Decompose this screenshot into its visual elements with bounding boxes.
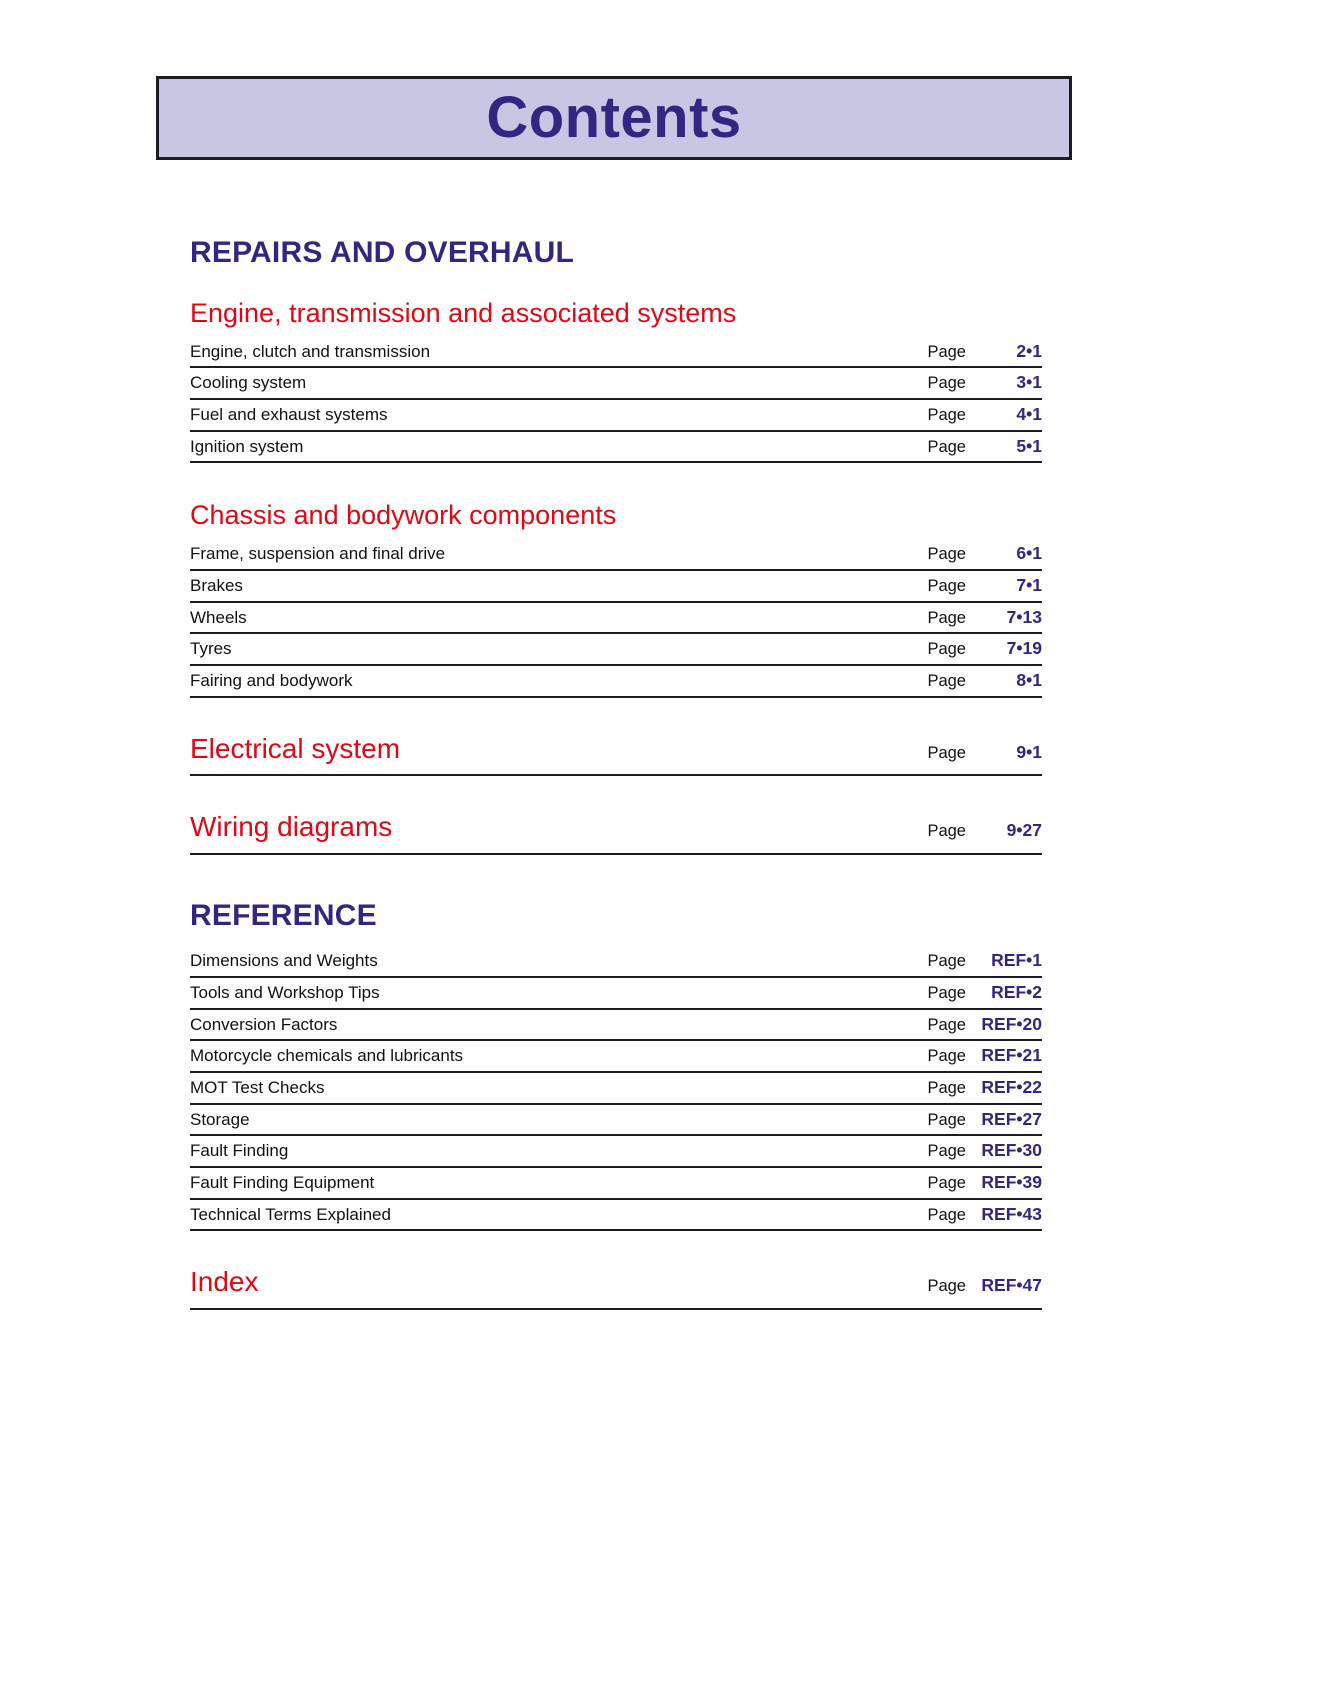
page-number: REF•1 [991, 950, 1042, 971]
page-word: Page [927, 1142, 966, 1161]
page-word: Page [927, 437, 966, 456]
page-word: Page [927, 1110, 966, 1129]
toc-row-electrical-system [190, 734, 1042, 777]
page-word: Page [927, 576, 966, 595]
page-word: Page [927, 374, 966, 393]
toc-entry-label: Brakes [190, 575, 243, 595]
page-number: REF•47 [981, 1275, 1042, 1296]
group-title-engine-transmission: Engine, transmission and associated systems [190, 298, 737, 328]
page-word: Page [927, 743, 966, 762]
page-word: Page [927, 1277, 966, 1296]
toc-entry-label: Tyres [190, 639, 232, 659]
page-number: 4•1 [1016, 404, 1042, 425]
page-number: REF•39 [981, 1171, 1042, 1192]
page-number: 3•1 [1016, 372, 1042, 393]
page-word: Page [927, 1173, 966, 1192]
table-of-contents [190, 236, 1042, 1310]
toc-entry-label: Conversion Factors [190, 1014, 338, 1034]
page-number: 9•1 [1016, 741, 1042, 762]
page-word: Page [927, 406, 966, 425]
toc-row-dimensions-weights [190, 946, 1042, 978]
section-heading-reference: REFERENCE [190, 899, 377, 933]
page-title: Contents [486, 85, 742, 150]
toc-row-frame-suspension-final-drive [190, 539, 1042, 571]
page-number: 9•27 [1006, 820, 1042, 841]
toc-entry-label: Fairing and bodywork [190, 670, 353, 690]
toc-entry-label: Tools and Workshop Tips [190, 982, 380, 1002]
page-number: 2•1 [1016, 340, 1042, 361]
toc-row-cooling-system [190, 368, 1042, 400]
toc-row-mot-test-checks [190, 1073, 1042, 1105]
toc-row-wheels [190, 603, 1042, 635]
toc-entry-label: Ignition system [190, 436, 304, 456]
page-number: 8•1 [1016, 669, 1042, 690]
page-word: Page [927, 952, 966, 971]
toc-row-fault-finding-equipment [190, 1168, 1042, 1200]
group-title-electrical-system: Electrical system [190, 732, 401, 764]
toc-row-ignition-system [190, 432, 1042, 464]
page-word: Page [927, 671, 966, 690]
toc-entry-label: Technical Terms Explained [190, 1204, 391, 1224]
group-title-index: Index [190, 1266, 259, 1298]
toc-row-index [190, 1267, 1042, 1310]
page-number: REF•2 [991, 981, 1042, 1002]
toc-row-brakes [190, 571, 1042, 603]
page-number: REF•22 [981, 1076, 1042, 1097]
page-word: Page [927, 640, 966, 659]
toc-entry-label: Fault Finding Equipment [190, 1172, 375, 1192]
page-number: REF•20 [981, 1013, 1042, 1034]
toc-row-fairing-bodywork [190, 666, 1042, 698]
toc-row-motorcycle-chemicals-lubricants [190, 1041, 1042, 1073]
page-number: REF•27 [981, 1108, 1042, 1129]
page-word: Page [927, 1078, 966, 1097]
toc-entry-label: Frame, suspension and final drive [190, 544, 446, 564]
toc-entry-label: Dimensions and Weights [190, 951, 378, 971]
toc-row-fuel-exhaust-systems [190, 400, 1042, 432]
toc-row-fault-finding [190, 1136, 1042, 1168]
section-heading-repairs-and-overhaul: REPAIRS AND OVERHAUL [190, 236, 575, 269]
toc-entry-label: MOT Test Checks [190, 1077, 325, 1097]
page-word: Page [927, 983, 966, 1002]
toc-row-engine-clutch-transmission [190, 337, 1042, 369]
toc-row-storage [190, 1105, 1042, 1137]
page-word: Page [927, 1205, 966, 1224]
page-word: Page [927, 545, 966, 564]
page-word: Page [927, 608, 966, 627]
group-title-chassis-bodywork: Chassis and bodywork components [190, 500, 617, 531]
page-word: Page [927, 1015, 966, 1034]
toc-entry-label: Motorcycle chemicals and lubricants [190, 1046, 464, 1066]
page-number: REF•21 [981, 1045, 1042, 1066]
toc-row-wiring-diagrams [190, 812, 1042, 855]
page-word: Page [927, 1047, 966, 1066]
page-word: Page [927, 822, 966, 841]
page-number: 7•1 [1016, 574, 1042, 595]
page-number: 7•19 [1006, 638, 1042, 659]
toc-entry-label: Storage [190, 1109, 250, 1129]
toc-row-conversion-factors [190, 1010, 1042, 1042]
toc-entry-label: Cooling system [190, 373, 307, 393]
toc-row-tyres [190, 634, 1042, 666]
toc-entry-label: Wheels [190, 607, 247, 627]
contents-header-banner [156, 76, 1072, 160]
group-title-wiring-diagrams: Wiring diagrams [190, 811, 393, 843]
toc-entry-label: Fault Finding [190, 1141, 289, 1161]
toc-entry-label: Engine, clutch and transmission [190, 341, 431, 361]
page-number: 5•1 [1016, 435, 1042, 456]
page-number: REF•43 [981, 1203, 1042, 1224]
toc-row-tools-workshop-tips [190, 978, 1042, 1010]
toc-row-technical-terms-explained [190, 1200, 1042, 1232]
page-number: 7•13 [1006, 606, 1042, 627]
toc-entry-label: Fuel and exhaust systems [190, 405, 388, 425]
page-word: Page [927, 342, 966, 361]
page-number: 6•1 [1016, 543, 1042, 564]
page-number: REF•30 [981, 1140, 1042, 1161]
